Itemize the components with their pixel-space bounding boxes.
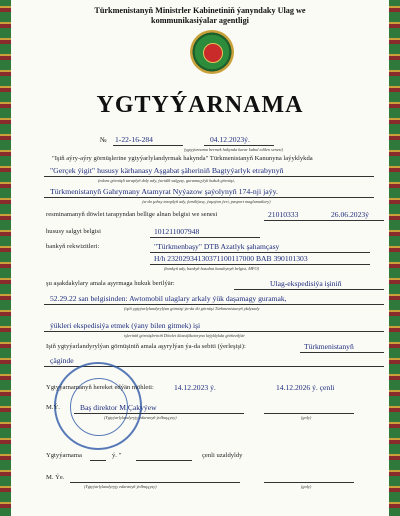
signature-note: (goly) [301, 415, 312, 420]
number-label: № [100, 136, 107, 144]
state-emblem-icon [190, 30, 234, 74]
territory-value2: çäginde [50, 356, 74, 365]
extension-seal-mark: M. Ýe. [46, 474, 65, 481]
issue-date-note: (ygtyýarnama bermek hakynda karar kabul edilen senesi) [184, 147, 284, 152]
bank-name: "Türkmenbaşy" DTB Azatlyk şahamçasy [154, 242, 280, 251]
bank-account: H/h 23202934130371100117000 BAB 390101303 [154, 254, 308, 263]
seal-mark: M.Ý. [46, 404, 60, 411]
tax-label: hususy salgyt belgisi [46, 228, 101, 235]
extension-year: ý. " [112, 452, 122, 459]
agency-header [14, 6, 386, 26]
bank-note: (bankyň ady, bankyň hasabat hasabynyň belgisi, MFO) [164, 266, 259, 271]
registration-number: 21010333 [268, 210, 299, 219]
issue-date: 04.12.2023ý. [210, 135, 250, 144]
extension-note: (Ygtyýarlylandyryjy edaranyň ýolbaşçysy) [84, 484, 157, 489]
signatory-name: Baş direktor M.Çakyýew [80, 403, 157, 412]
extension-signature-note: (goly) [301, 484, 312, 489]
activity-code: 52.29.22 san belgisinden: Awtomobil ulaglary arkaly ýük daşamagy guramak, [50, 294, 287, 303]
validity-end: 14.12.2026 ý. çenli [276, 383, 335, 392]
activity-note2: işleriniň görnüşleriniň Döwlet klassifikatoryna laýyklykda görkezilýär [124, 333, 245, 338]
certificate-body [14, 0, 386, 516]
validity-start: 14.12.2023 ý. [174, 383, 216, 392]
company-note: (edara görnüşli taraplyň doly ady, ýuridik salgysy, guramaçylyk hukuk görnüşi, [98, 178, 235, 183]
validity-label: Ygtyýarnamanyň hereket edýän möhleti: [46, 384, 154, 391]
extension-label: Ygtyýarnama [46, 452, 82, 459]
registration-date: 26.06.2023ý [331, 210, 369, 219]
activity-intro-value: Ulag-ekspedisiýa işiniň [270, 279, 342, 288]
intro-line: "Işiň aýry-aýry görnüşlerine ygtyýarlylandyrmak hakynda" Türkmenistanyň Kanunyna laýyklykda [52, 155, 313, 162]
agency-header-line1: Türkmenistanyň Ministrler Kabinetiniň ýanyndaky Ulag we [94, 6, 306, 15]
activity-continuation: ýükleri ekspedisiýa etmek (ýany bilen gitmek) işi [50, 321, 201, 330]
decorative-border-right [389, 0, 400, 516]
extension-until: çenli uzaldyldy [202, 452, 243, 459]
license-number: 1-22-16-284 [115, 135, 153, 144]
decorative-border-left [0, 0, 11, 516]
company-address: Türkmenistanyň Gahrymany Atamyrat Nyýazow şaýolynyň 174-nji jaýy. [50, 187, 278, 196]
signatory-note: (Ygtyýarlylandyryjy edaranyň ýolbaşçysy) [104, 415, 177, 420]
registration-label: resminamanyň döwlet tarapyndan bellige alnan belgisi we senesi [46, 211, 218, 218]
address-note: ýa-da şahsy taraplyň ady, familiýasy, ýaşaýan ýeri, pasport maglumatlary) [142, 199, 271, 204]
bank-label: bankyň rekwizitleri: [46, 243, 100, 250]
territory-value1: Türkmenistanyň [304, 342, 354, 351]
activity-intro-label: şu aşakdakylary amala aşyrmaga hukuk berilýär: [46, 280, 175, 287]
tax-number: 101211007948 [154, 227, 200, 236]
agency-header-line2: kommunikasiýalar agentligi [151, 16, 249, 25]
document-title: YGTYÝARNAMA [96, 92, 304, 118]
territory-label: Işiň ygtyýarlandyrylýan görnüşiniň amala aşyrylýan ýa-da sebiti (ýerleşişi): [46, 343, 246, 350]
activity-note1: (işiň ygtyýarlylandyrylýan görnüşi ýa-da iki görnüşi Türkmenistanyň ykdysady [124, 306, 260, 311]
company-name: "Gerçek ýigit" hususy kärhanasy Aşgabat şäheriniň Bagtyýarlyk etrabynyň [50, 166, 284, 175]
